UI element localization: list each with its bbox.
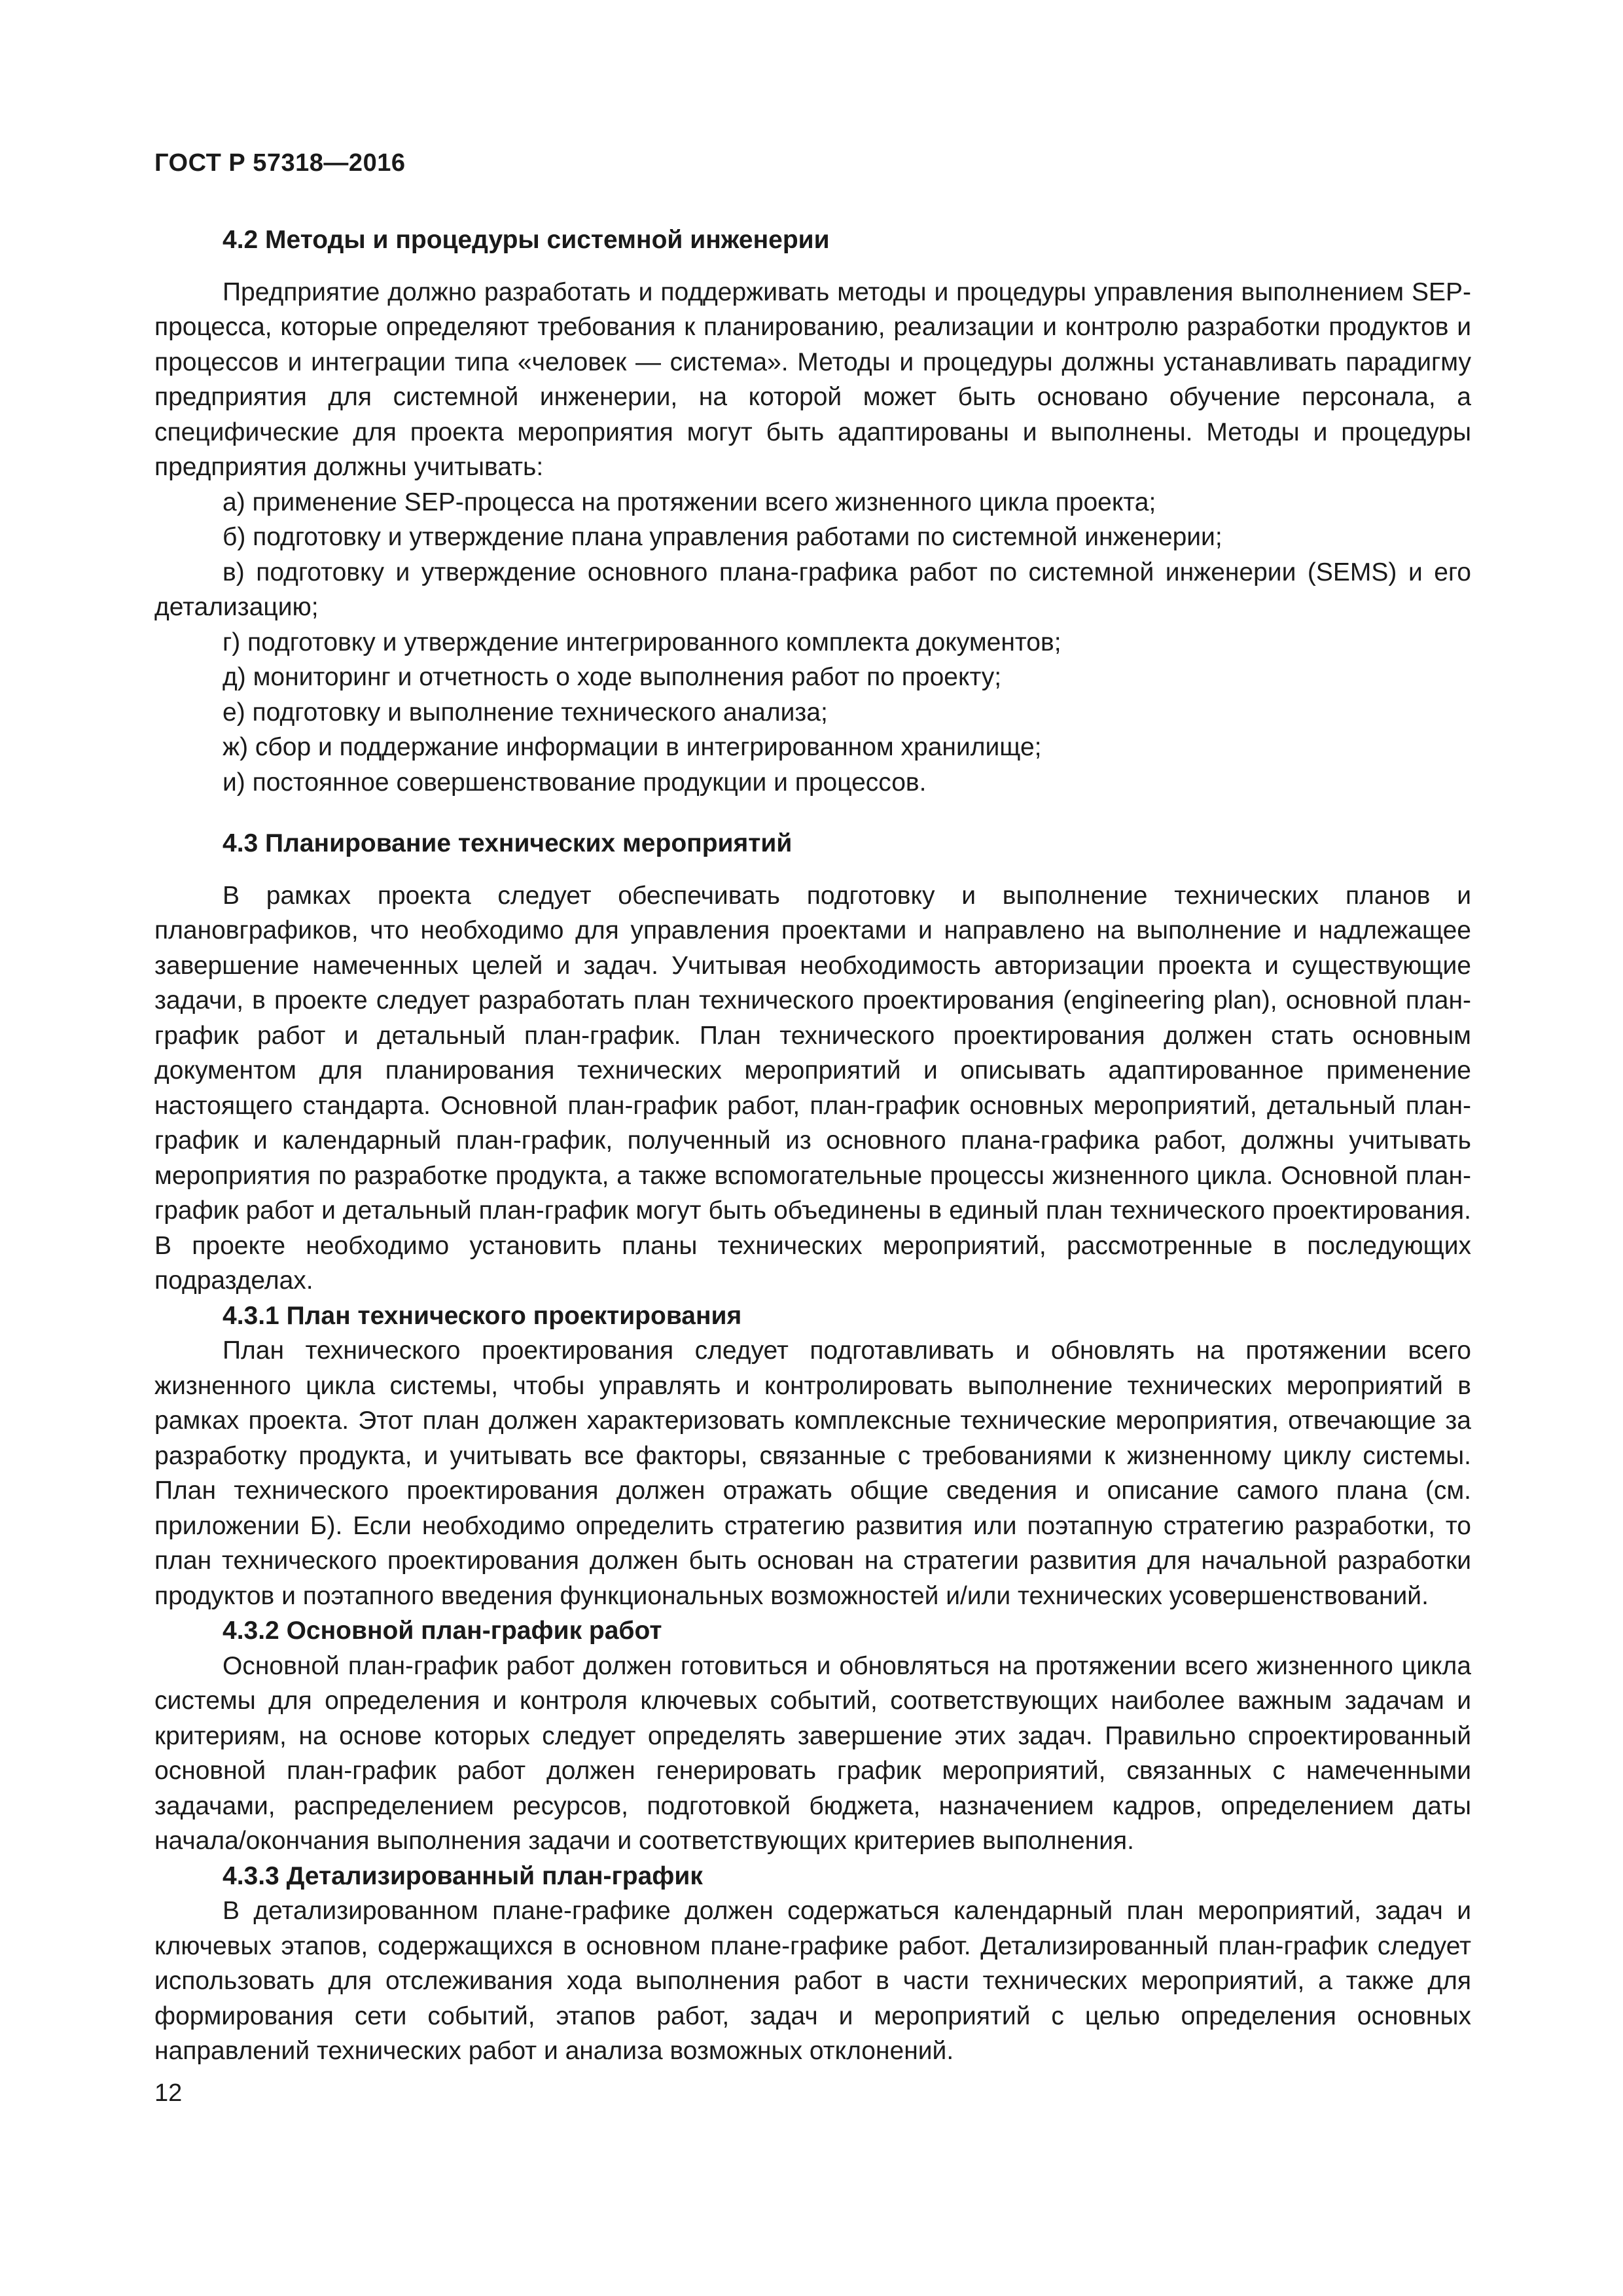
list-item-a: а) применение SEP-процесса на протяжении всего жизненного цикла проекта; xyxy=(223,488,1156,516)
list-item-v: в) подготовку и утверждение основного плана-графика работ по системной инженерии (SEMS) и его детализацию; xyxy=(154,558,1471,621)
section-4-2-intro: Предприятие должно разработать и поддерживать методы и процедуры управления выполнением SEP-процесса, которые определяют требования к планированию, реализации и контролю разработки продуктов и процессов и интеграции типа «человек — система». Методы и процедуры должны устанавливать парадигму предприятия для системной инженерии, на которой может быть основано обучение персонала, а специфические для проекта мероприятия могут быть адаптированы и выполнены. Методы и процедуры предприятия должны учитывать: xyxy=(154,278,1471,481)
list-item-zh: ж) сбор и поддержание информации в интегрированном хранилище; xyxy=(223,733,1042,761)
section-4-3-3-paragraph: В детализированном плане-графике должен содержаться календарный план мероприятий, задач и ключевых этапов, содержащихся в основном плане-графике работ. Детализированный план-график следует использовать для отслеживания хода выполнения работ в части технических мероприятий, а также для формирования сети событий, этапов работ, задач и мероприятий с целью определения основных направлений технических работ и анализа возможных отклонений. xyxy=(154,1897,1471,2065)
page-content xyxy=(154,223,1471,2069)
section-4-3-2-paragraph: Основной план-график работ должен готовиться и обновляться на протяжении всего жизненного цикла системы для определения и контроля ключевых событий, соответствующих наиболее важным задачам и критериям, на основе которых следует определять завершение этих задач. Правильно спроектированный основной план-график работ должен генерировать график мероприятий, связанных с намеченными задачами, распределением ресурсов, подготовкой бюджета, назначением кадров, определением даты начала/окончания выполнения задачи и соответствующих критериев выполнения. xyxy=(154,1651,1471,1855)
list-item-b: б) подготовку и утверждение плана управления работами по системной инженерии; xyxy=(223,523,1222,551)
section-4-3-1-heading: 4.3.1 План технического проектирования xyxy=(223,1301,742,1330)
list-item-g: г) подготовку и утверждение интегрированного комплекта документов; xyxy=(223,628,1061,656)
section-4-3-3-heading: 4.3.3 Детализированный план-график xyxy=(223,1861,703,1890)
list-item-e: е) подготовку и выполнение технического анализа; xyxy=(223,698,828,726)
list-item-i: и) постоянное совершенствование продукции и процессов. xyxy=(223,768,927,797)
document-header: ГОСТ Р 57318—2016 xyxy=(154,149,406,177)
list-item-d: д) мониторинг и отчетность о ходе выполнения работ по проекту; xyxy=(223,663,1002,691)
section-4-2-heading: 4.2 Методы и процедуры системной инженерии xyxy=(223,226,830,254)
section-4-3-paragraph: В рамках проекта следует обеспечивать подготовку и выполнение технических планов и плановграфиков, что необходимо для управления проектами и направлено на выполнение и надлежащее завершение намеченных целей и задач. Учитывая необходимость авторизации проекта и существующие задачи, в проекте следует разработать план технического проектирования (engineering plan), основной план-график работ и детальный план-график. План технического проектирования должен стать основным документом для планирования технических мероприятий и описывать адаптированное применение настоящего стандарта. Основной план-график работ, план-график основных мероприятий, детальный план-график и календарный план-график, полученный из основного плана-графика работ, должны учитывать мероприятия по разработке продукта, а также вспомогательные процессы жизненного цикла. Основной план-график работ и детальный план-график могут быть объединены в единый план технического проектирования. В проекте необходимо установить планы технических мероприятий, рассмотренные в последующих подразделах. xyxy=(154,881,1471,1295)
section-4-3-1-paragraph: План технического проектирования следует подготавливать и обновлять на протяжении всего жизненного цикла системы, чтобы управлять и контролировать выполнение технических мероприятий в рамках проекта. Этот план должен характеризовать комплексные технические мероприятия, отвечающие за разработку продукта, и учитывать все факторы, связанные с требованиями к жизненному циклу системы. План технического проектирования должен отражать общие сведения и описание самого плана (см. приложении Б). Если необходимо определить стратегию развития или поэтапную стратегию разработки, то план технического проектирования должен быть основан на стратегии развития для начальной разработки продуктов и поэтапного введения функциональных возможностей и/или технических усовершенствований. xyxy=(154,1336,1471,1610)
section-4-3-heading: 4.3 Планирование технических мероприятий xyxy=(223,829,793,857)
section-4-3-2-heading: 4.3.2 Основной план-график работ xyxy=(223,1617,662,1645)
page-number: 12 xyxy=(154,2079,183,2107)
